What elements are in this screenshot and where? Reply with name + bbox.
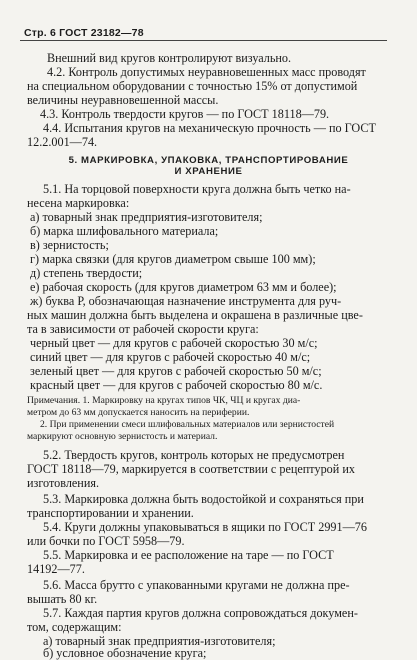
header-rule (20, 40, 387, 41)
text-line: 12.2.001—74. (27, 135, 98, 149)
text-line: на специальном оборудовании с точностью 15% от допустимой (27, 79, 358, 93)
page-header: Стр. 6 ГОСТ 23182—78 (24, 27, 144, 39)
text-line: в) зернистость; (30, 238, 109, 252)
note-line: метром до 63 мм допускается наносить на периферии. (27, 407, 250, 418)
text-line: Внешний вид кругов контролируют визуально. (47, 51, 292, 65)
text-line: б) условное обозначение круга; (43, 646, 207, 660)
text-line: 4.4. Испытания кругов на механическую прочность — по ГОСТ (43, 121, 376, 135)
text-line: величины неуравновешенной массы. (27, 93, 219, 107)
text-line: 14192—77. (27, 562, 85, 576)
text-line: 4.3. Контроль твердости кругов — по ГОСТ 18118—79. (40, 107, 330, 121)
text-line: транспортировании и хранении. (27, 506, 194, 520)
text-line: 5.1. На торцовой поверхности круга должна быть четко на- (43, 182, 351, 196)
text-line: несена маркировка: (27, 196, 130, 210)
text-line: 5.3. Маркировка должна быть водостойкой и сохраняться при (43, 492, 364, 506)
text-line: г) марка связки (для кругов диаметром свыше 100 мм); (30, 252, 316, 266)
text-line: ГОСТ 18118—79, маркируется в соответствии с рецептурой их (27, 462, 355, 476)
text-line: вышать 80 кг. (27, 592, 98, 606)
text-line: 5.6. Масса брутто с упакованными кругами не должна пре- (43, 578, 350, 592)
text-line: д) степень твердости; (30, 266, 143, 280)
text-line: 5.5. Маркировка и ее расположение на таре — по ГОСТ (43, 548, 334, 562)
note-line: маркируют основную зернистость и материал. (27, 431, 218, 442)
text-line: а) товарный знак предприятия-изготовителя; (30, 210, 263, 224)
note-line: 2. При применении смеси шлифовальных материалов или зернистостей (40, 419, 335, 430)
text-line: том, содержащим: (27, 620, 122, 634)
text-line: красный цвет — для кругов с рабочей скоростью 80 м/с. (30, 378, 323, 392)
note-line: Примечания. 1. Маркировку на кругах типов ЧК, ЧЦ и кругах диа- (27, 395, 301, 406)
text-line: синий цвет — для кругов с рабочей скоростью 40 м/с; (30, 350, 311, 364)
text-line: а) товарный знак предприятия-изготовителя; (43, 634, 276, 648)
text-line: 5.4. Круги должны упаковываться в ящики по ГОСТ 2991—76 (43, 520, 367, 534)
text-line: ж) буква Р, обозначающая назначение инструмента для руч- (30, 294, 342, 308)
text-line: 5.7. Каждая партия кругов должна сопровождаться докумен- (43, 606, 358, 620)
section-title: 5. МАРКИРОВКА, УПАКОВКА, ТРАНСПОРТИРОВАНИЕ (68, 155, 349, 166)
text-line: 5.2. Твердость кругов, контроль которых не предусмотрен (43, 448, 345, 462)
text-line: 4.2. Контроль допустимых неуравновешенных масс проводят (47, 65, 366, 79)
text-line: ных машин должна быть выделена и окрашена в различные цве- (27, 308, 363, 322)
text-line: е) рабочая скорость (для кругов диаметром 63 мм и более); (30, 280, 337, 294)
text-line: зеленый цвет — для кругов с рабочей скоростью 50 м/с; (30, 364, 322, 378)
section-title: И ХРАНЕНИЕ (174, 166, 243, 177)
text-line: б) марка шлифовального материала; (30, 224, 219, 238)
text-line: изготовления. (27, 476, 100, 490)
text-line: или бочки по ГОСТ 5958—79. (27, 534, 185, 548)
text-line: та в зависимости от рабочей скорости круга: (27, 322, 259, 336)
text-line: черный цвет — для кругов с рабочей скоростью 30 м/с; (30, 336, 318, 350)
